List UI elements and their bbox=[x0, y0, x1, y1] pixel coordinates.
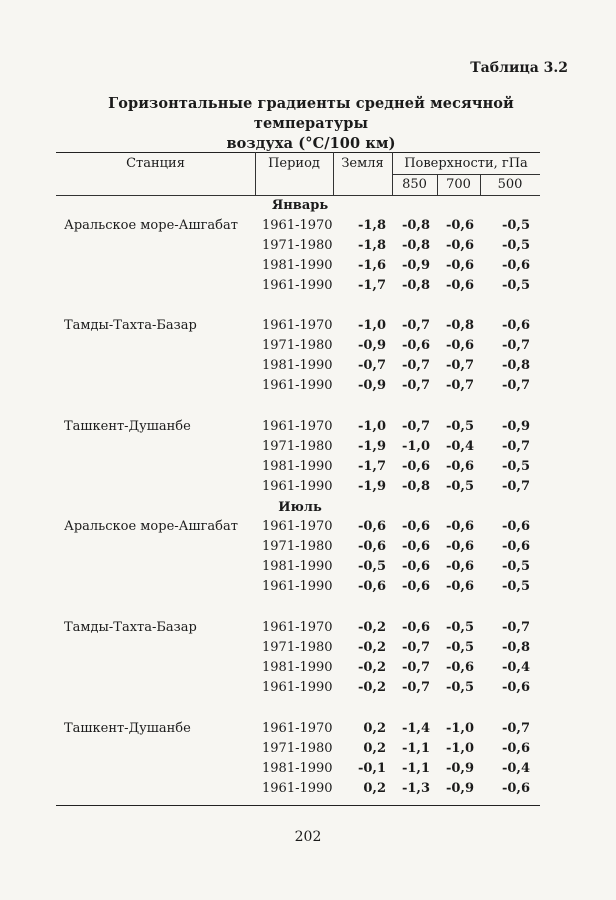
table-row bbox=[0, 419, 616, 439]
table-row bbox=[0, 741, 616, 761]
table-row bbox=[0, 761, 616, 781]
ground-value: 0,2 bbox=[363, 721, 386, 736]
ground-value: -0,2 bbox=[357, 640, 386, 655]
value-850hpa: -0,7 bbox=[401, 358, 430, 373]
header-station: Станция bbox=[126, 156, 185, 171]
period-cell: 1961-1990 bbox=[262, 378, 333, 393]
value-500hpa: -0,5 bbox=[501, 218, 530, 233]
value-500hpa: -0,7 bbox=[501, 479, 530, 494]
value-850hpa: -0,8 bbox=[401, 278, 430, 293]
value-850hpa: -0,8 bbox=[401, 218, 430, 233]
value-500hpa: -0,4 bbox=[501, 761, 530, 776]
period-cell: 1961-1990 bbox=[262, 579, 333, 594]
value-850hpa: -0,7 bbox=[401, 680, 430, 695]
period-cell: 1971-1980 bbox=[262, 238, 333, 253]
value-500hpa: -0,6 bbox=[501, 741, 530, 756]
period-cell: 1981-1990 bbox=[262, 459, 333, 474]
header-ground: Земля bbox=[341, 156, 384, 171]
page-number: 202 bbox=[294, 829, 322, 845]
title-line-2: воздуха (°С/100 км) bbox=[226, 135, 396, 152]
ground-value: 0,2 bbox=[363, 781, 386, 796]
period-cell: 1981-1990 bbox=[262, 761, 333, 776]
station-cell: Тамды-Тахта-Базар bbox=[64, 318, 197, 333]
table-row bbox=[0, 519, 616, 539]
value-850hpa: -0,6 bbox=[401, 559, 430, 574]
ground-value: -0,6 bbox=[357, 539, 386, 554]
period-cell: 1971-1980 bbox=[262, 338, 333, 353]
ground-value: -0,2 bbox=[357, 680, 386, 695]
value-850hpa: -0,7 bbox=[401, 378, 430, 393]
period-cell: 1961-1990 bbox=[262, 781, 333, 796]
table-row bbox=[0, 338, 616, 358]
header-period: Период bbox=[268, 156, 320, 171]
value-700hpa: -0,9 bbox=[445, 781, 474, 796]
table-bottom-rule bbox=[56, 805, 540, 806]
table-row bbox=[0, 640, 616, 660]
value-500hpa: -0,5 bbox=[501, 559, 530, 574]
table-row bbox=[0, 238, 616, 258]
season-january: Январь bbox=[271, 198, 329, 213]
table-row bbox=[0, 378, 616, 398]
value-850hpa: -1,4 bbox=[401, 721, 430, 736]
ground-value: 0,2 bbox=[363, 741, 386, 756]
ground-value: -1,0 bbox=[357, 318, 386, 333]
period-cell: 1961-1990 bbox=[262, 680, 333, 695]
ground-value: -0,5 bbox=[357, 559, 386, 574]
value-700hpa: -0,6 bbox=[445, 218, 474, 233]
ground-value: -0,6 bbox=[357, 579, 386, 594]
value-500hpa: -0,7 bbox=[501, 338, 530, 353]
table-row bbox=[0, 559, 616, 579]
value-500hpa: -0,7 bbox=[501, 721, 530, 736]
table-row bbox=[0, 721, 616, 741]
table-row bbox=[0, 539, 616, 559]
surfaces-subheader-rule bbox=[392, 174, 540, 175]
value-500hpa: -0,7 bbox=[501, 378, 530, 393]
period-cell: 1981-1990 bbox=[262, 660, 333, 675]
header-500: 500 bbox=[497, 177, 523, 192]
ground-value: -1,7 bbox=[357, 459, 386, 474]
period-cell: 1981-1990 bbox=[262, 559, 333, 574]
value-850hpa: -1,3 bbox=[401, 781, 430, 796]
value-500hpa: -0,9 bbox=[501, 419, 530, 434]
period-cell: 1971-1980 bbox=[262, 640, 333, 655]
value-850hpa: -0,6 bbox=[401, 459, 430, 474]
table-row bbox=[0, 258, 616, 278]
table-row bbox=[0, 660, 616, 680]
title-line-1: Горизонтальные градиенты средней месячной температуры bbox=[108, 95, 514, 132]
table-row bbox=[0, 479, 616, 499]
ground-value: -1,9 bbox=[357, 439, 386, 454]
table-title bbox=[56, 94, 566, 154]
value-700hpa: -0,5 bbox=[445, 479, 474, 494]
station-cell: Ташкент-Душанбе bbox=[64, 419, 191, 434]
value-500hpa: -0,8 bbox=[501, 640, 530, 655]
ground-value: -0,2 bbox=[357, 620, 386, 635]
ground-value: -0,7 bbox=[357, 358, 386, 373]
table-row bbox=[0, 278, 616, 298]
value-500hpa: -0,6 bbox=[501, 680, 530, 695]
value-700hpa: -0,5 bbox=[445, 640, 474, 655]
value-850hpa: -0,9 bbox=[401, 258, 430, 273]
value-500hpa: -0,6 bbox=[501, 318, 530, 333]
period-cell: 1971-1980 bbox=[262, 539, 333, 554]
value-850hpa: -0,7 bbox=[401, 419, 430, 434]
value-700hpa: -0,5 bbox=[445, 620, 474, 635]
station-cell: Ташкент-Душанбе bbox=[64, 721, 191, 736]
table-row bbox=[0, 680, 616, 700]
period-cell: 1961-1990 bbox=[262, 479, 333, 494]
value-700hpa: -0,7 bbox=[445, 358, 474, 373]
value-850hpa: -0,6 bbox=[401, 620, 430, 635]
value-700hpa: -0,6 bbox=[445, 579, 474, 594]
period-cell: 1981-1990 bbox=[262, 358, 333, 373]
table-row bbox=[0, 781, 616, 801]
table-row bbox=[0, 620, 616, 640]
ground-value: -0,9 bbox=[357, 338, 386, 353]
value-700hpa: -0,8 bbox=[445, 318, 474, 333]
value-500hpa: -0,5 bbox=[501, 579, 530, 594]
table-row bbox=[0, 459, 616, 479]
value-850hpa: -1,1 bbox=[401, 761, 430, 776]
value-700hpa: -0,6 bbox=[445, 559, 474, 574]
table-label: Таблица 3.2 bbox=[470, 60, 568, 76]
value-850hpa: -1,1 bbox=[401, 741, 430, 756]
value-700hpa: -0,6 bbox=[445, 278, 474, 293]
station-cell: Тамды-Тахта-Базар bbox=[64, 620, 197, 635]
value-700hpa: -1,0 bbox=[445, 721, 474, 736]
value-700hpa: -0,4 bbox=[445, 439, 474, 454]
value-700hpa: -0,6 bbox=[445, 519, 474, 534]
value-850hpa: -0,7 bbox=[401, 640, 430, 655]
value-500hpa: -0,5 bbox=[501, 238, 530, 253]
value-500hpa: -0,7 bbox=[501, 439, 530, 454]
table-row bbox=[0, 358, 616, 378]
value-700hpa: -0,6 bbox=[445, 338, 474, 353]
ground-value: -1,8 bbox=[357, 218, 386, 233]
value-500hpa: -0,6 bbox=[501, 258, 530, 273]
station-cell: Аральское море-Ашгабат bbox=[64, 519, 238, 534]
value-700hpa: -0,6 bbox=[445, 459, 474, 474]
value-700hpa: -0,9 bbox=[445, 761, 474, 776]
value-850hpa: -0,6 bbox=[401, 539, 430, 554]
table-top-rule bbox=[56, 152, 540, 153]
value-500hpa: -0,7 bbox=[501, 620, 530, 635]
value-850hpa: -0,8 bbox=[401, 479, 430, 494]
ground-value: -1,0 bbox=[357, 419, 386, 434]
header-bottom-rule bbox=[56, 195, 540, 196]
ground-value: -1,9 bbox=[357, 479, 386, 494]
value-700hpa: -0,7 bbox=[445, 378, 474, 393]
value-850hpa: -0,6 bbox=[401, 338, 430, 353]
period-cell: 1961-1970 bbox=[262, 318, 333, 333]
ground-value: -1,7 bbox=[357, 278, 386, 293]
value-500hpa: -0,8 bbox=[501, 358, 530, 373]
value-700hpa: -0,6 bbox=[445, 258, 474, 273]
period-cell: 1961-1970 bbox=[262, 218, 333, 233]
period-cell: 1981-1990 bbox=[262, 258, 333, 273]
period-cell: 1961-1970 bbox=[262, 419, 333, 434]
table-row bbox=[0, 579, 616, 599]
value-500hpa: -0,6 bbox=[501, 539, 530, 554]
value-850hpa: -0,8 bbox=[401, 238, 430, 253]
period-cell: 1961-1990 bbox=[262, 278, 333, 293]
header-surfaces: Поверхности, гПа bbox=[404, 156, 528, 171]
value-700hpa: -0,5 bbox=[445, 419, 474, 434]
value-850hpa: -1,0 bbox=[401, 439, 430, 454]
value-500hpa: -0,6 bbox=[501, 519, 530, 534]
table-row bbox=[0, 218, 616, 238]
ground-value: -0,1 bbox=[357, 761, 386, 776]
value-500hpa: -0,5 bbox=[501, 459, 530, 474]
ground-value: -0,2 bbox=[357, 660, 386, 675]
value-700hpa: -1,0 bbox=[445, 741, 474, 756]
period-cell: 1961-1970 bbox=[262, 519, 333, 534]
season-july: Июль bbox=[278, 500, 322, 515]
table-row bbox=[0, 439, 616, 459]
period-cell: 1971-1980 bbox=[262, 439, 333, 454]
value-700hpa: -0,6 bbox=[445, 660, 474, 675]
period-cell: 1961-1970 bbox=[262, 620, 333, 635]
value-500hpa: -0,5 bbox=[501, 278, 530, 293]
value-850hpa: -0,6 bbox=[401, 579, 430, 594]
value-850hpa: -0,7 bbox=[401, 318, 430, 333]
table-row bbox=[0, 318, 616, 338]
value-700hpa: -0,5 bbox=[445, 680, 474, 695]
value-850hpa: -0,7 bbox=[401, 660, 430, 675]
ground-value: -1,8 bbox=[357, 238, 386, 253]
period-cell: 1971-1980 bbox=[262, 741, 333, 756]
period-cell: 1961-1970 bbox=[262, 721, 333, 736]
station-cell: Аральское море-Ашгабат bbox=[64, 218, 238, 233]
ground-value: -0,6 bbox=[357, 519, 386, 534]
header-850: 850 bbox=[402, 177, 427, 192]
value-500hpa: -0,6 bbox=[501, 781, 530, 796]
value-500hpa: -0,4 bbox=[501, 660, 530, 675]
value-700hpa: -0,6 bbox=[445, 539, 474, 554]
ground-value: -0,9 bbox=[357, 378, 386, 393]
ground-value: -1,6 bbox=[357, 258, 386, 273]
header-700: 700 bbox=[446, 177, 471, 192]
value-850hpa: -0,6 bbox=[401, 519, 430, 534]
value-700hpa: -0,6 bbox=[445, 238, 474, 253]
